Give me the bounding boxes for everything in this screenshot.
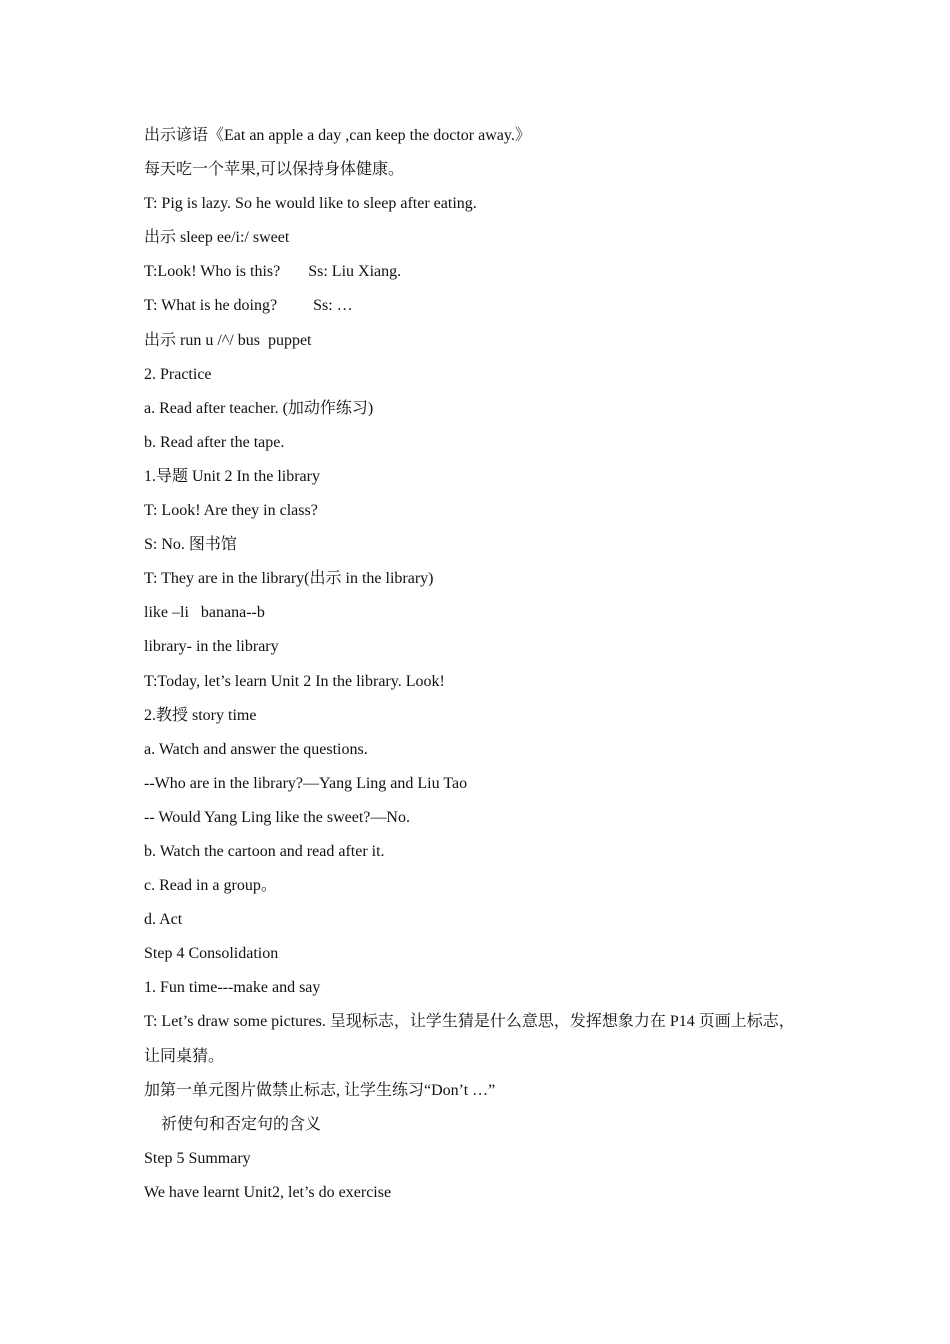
text-line: T: Pig is lazy. So he would like to sleep after eating. [144,195,477,213]
section-heading: 2. Practice [144,365,212,383]
text-line: 加第一单元图片做禁止标志, 让学生练习“Don’t …” [144,1081,496,1099]
text-line: like –li banana--b [144,604,265,622]
text-line: d. Act [144,911,183,929]
proverb-translation: 每天吃一个苹果,可以保持身体健康。 [144,161,405,179]
dialogue-line: S: No. 图书馆 [144,536,237,554]
section-heading: 2.教授 story time [144,706,257,724]
text-line: a. Read after teacher. (加动作练习) [144,399,374,417]
section-heading: 1.导题 Unit 2 In the library [144,467,320,485]
text-line: T: Let’s draw some pictures. 呈现标志，让学生猜是什么意思，发挥想象力在 P14 页画上标志， [144,1013,795,1031]
dialogue-line: T:Look! Who is this? Ss: Liu Xiang. [144,263,402,281]
text-line: 出示 sleep ee/i:/ sweet [144,229,290,247]
text-line: library- in the library [144,638,279,656]
text-line: c. Read in a group。 [144,877,277,895]
question-line: -- Would Yang Ling like the sweet?—No. [144,808,410,826]
step-heading: Step 4 Consolidation [144,945,279,963]
text-line: 让同桌猜。 [144,1047,225,1065]
question-line: --Who are in the library?—Yang Ling and Liu Tao [144,774,468,792]
text-line: b. Read after the tape. [144,433,285,451]
section-heading: 1. Fun time---make and say [144,979,321,997]
proverb-line: 出示谚语《Eat an apple a day ,can keep the doctor away.》 [144,127,531,144]
dialogue-line: T: What is he doing? Ss: … [144,297,353,315]
text-line: 出示 run u /^/ bus puppet [144,331,312,349]
text-line: a. Watch and answer the questions. [144,740,368,758]
text-line: b. Watch the cartoon and read after it. [144,842,385,860]
dialogue-line: T: Look! Are they in class? [144,502,318,520]
document-body [144,124,824,1215]
step-heading: Step 5 Summary [144,1149,251,1167]
text-line: 祈使句和否定句的含义 [161,1115,322,1133]
dialogue-line: T:Today, let’s learn Unit 2 In the library. Look! [144,672,445,690]
text-line: We have learnt Unit2, let’s do exercise [144,1183,392,1201]
dialogue-line: T: They are in the library(出示 in the library) [144,570,434,588]
